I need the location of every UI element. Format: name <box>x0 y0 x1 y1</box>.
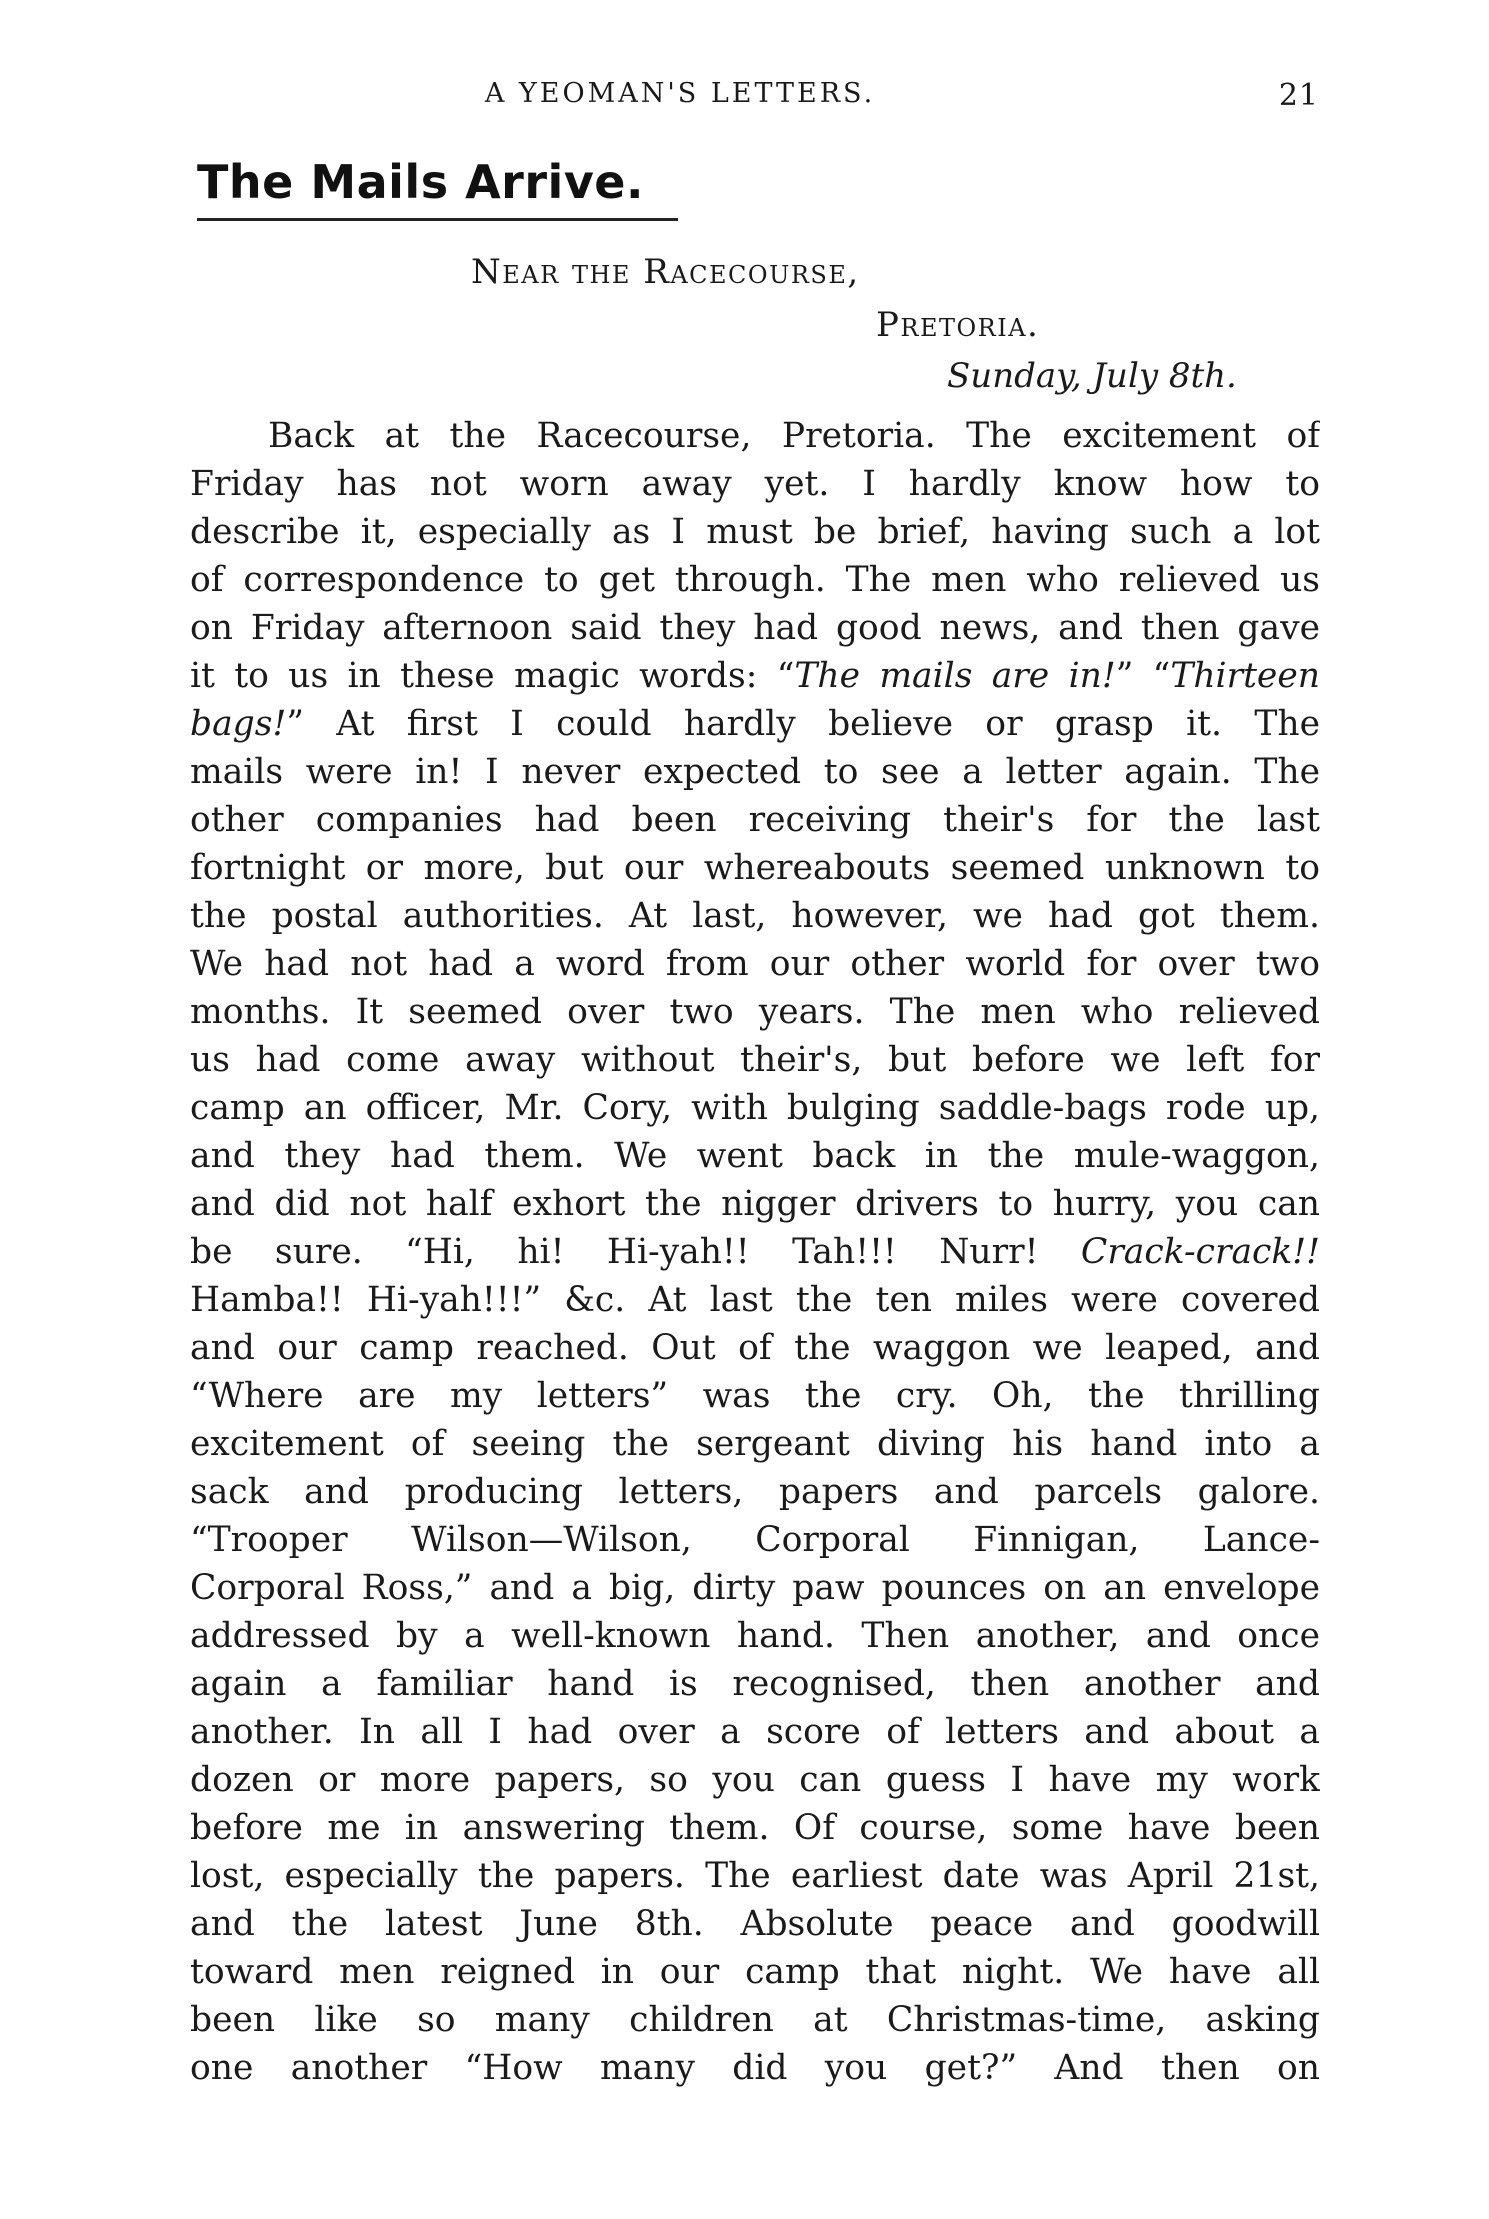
body-line: and our camp reached. Out of the waggon we leaped, and <box>190 1328 1320 1368</box>
section-heading: The Mails Arrive. <box>197 155 644 209</box>
body-fragment: ” “ <box>1115 656 1171 696</box>
body-line: Corporal Ross,” and a big, dirty paw pounces on an envelope <box>190 1568 1320 1608</box>
body-line: on Friday afternoon said they had good news, and then gave <box>190 608 1320 648</box>
body-line: and the latest June 8th. Absolute peace and goodwill <box>190 1904 1320 1944</box>
body-line: Back at the Racecourse, Pretoria. The excitement of <box>268 416 1320 456</box>
dateline-date: Sunday, July 8th. <box>947 356 1237 396</box>
body-line: one another “How many did you get?” And then on <box>190 2048 1320 2088</box>
quoted-phrase: Crack-crack!! <box>1080 1232 1320 1272</box>
body-line: toward men reigned in our camp that night. We have all <box>190 1952 1320 1992</box>
body-line: “Trooper Wilson—Wilson, Corporal Finnigan, Lance- <box>190 1520 1320 1560</box>
body-line: camp an officer, Mr. Cory, with bulging saddle-bags rode up, <box>190 1088 1320 1128</box>
body-line: before me in answering them. Of course, some have been <box>190 1808 1320 1848</box>
body-line: months. It seemed over two years. The men who relieved <box>190 992 1320 1032</box>
heading-underline <box>197 218 678 221</box>
body-line: Hamba!! Hi-yah!!!” &c. At last the ten miles were covered <box>190 1280 1320 1320</box>
body-fragment: it to us in these magic words: “ <box>190 656 795 696</box>
body-line: another. In all I had over a score of letters and about a <box>190 1712 1320 1752</box>
body-line: the postal authorities. At last, however, we had got them. <box>190 896 1320 936</box>
body-line: describe it, especially as I must be brief, having such a lot <box>190 512 1320 552</box>
letter-body <box>190 412 1320 2092</box>
body-line <box>190 1228 1320 1276</box>
body-line: us had come away without their's, but before we left for <box>190 1040 1320 1080</box>
body-line: dozen or more papers, so you can guess I have my work <box>190 1760 1320 1800</box>
quoted-phrase: bags! <box>190 704 287 744</box>
running-title: A YEOMAN'S LETTERS. <box>484 78 876 109</box>
body-line: addressed by a well-known hand. Then another, and once <box>190 1616 1320 1656</box>
body-fragment: be sure. “Hi, hi! Hi-yah!! Tah!!! Nurr! <box>190 1232 1081 1272</box>
dateline-place-line-2: Pretoria. <box>876 305 1040 345</box>
body-line: other companies had been receiving their's for the last <box>190 800 1320 840</box>
body-line: excitement of seeing the sergeant diving his hand into a <box>190 1424 1320 1464</box>
body-line: sack and producing letters, papers and parcels galore. <box>190 1472 1320 1512</box>
body-line: and did not half exhort the nigger drivers to hurry, you can <box>190 1184 1320 1224</box>
body-fragment: ” At first I could hardly believe or grasp it. The <box>286 704 1320 744</box>
quoted-phrase: The mails are in! <box>794 656 1116 696</box>
body-line: been like so many children at Christmas-time, asking <box>190 2000 1320 2040</box>
body-line: again a familiar hand is recognised, then another and <box>190 1664 1320 1704</box>
running-head <box>0 78 1489 118</box>
body-line: of correspondence to get through. The men who relieved us <box>190 560 1320 600</box>
page-number: 21 <box>1278 78 1319 113</box>
body-line: mails were in! I never expected to see a letter again. The <box>190 752 1320 792</box>
quoted-phrase: Thirteen <box>1170 656 1320 696</box>
body-line: Friday has not worn away yet. I hardly know how to <box>190 464 1320 504</box>
dateline-place-line-1: Near the Racecourse, <box>471 252 860 292</box>
body-line: We had not had a word from our other world for over two <box>190 944 1320 984</box>
body-line: lost, especially the papers. The earliest date was April 21st, <box>190 1856 1320 1896</box>
body-line: and they had them. We went back in the mule-waggon, <box>190 1136 1320 1176</box>
body-line <box>190 652 1320 700</box>
body-line: “Where are my letters” was the cry. Oh, the thrilling <box>190 1376 1320 1416</box>
body-line: fortnight or more, but our whereabouts seemed unknown to <box>190 848 1320 888</box>
body-line <box>190 700 1320 748</box>
